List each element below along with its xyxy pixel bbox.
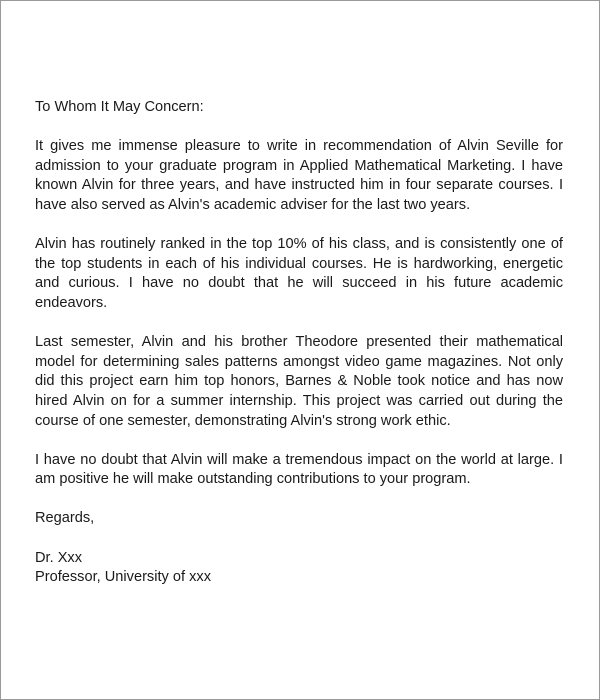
- recommendation-letter: [35, 98, 563, 588]
- paragraph-introduction: It gives me immense pleasure to write in recommendation of Alvin Seville for admission to your graduate program in Applied Mathematical Marketing. I have known Alvin for three years, and have instructed him in four separate courses. I have also served as Alvin's academic adviser for the last two years.: [35, 138, 563, 213]
- paragraph-project: Last semester, Alvin and his brother Theodore presented their mathematical model for determining sales patterns amongst video game magazines. Not only did this project earn him top honors, Barnes & Noble took notice and has now hired Alvin on for a summer internship. This project was carried out during the course of one semester, demonstrating Alvin's strong work ethic.: [35, 334, 563, 429]
- closing: Regards,: [35, 510, 95, 527]
- paragraph-conclusion: I have no doubt that Alvin will make a tremendous impact on the world at large. I am positive he will make outstanding contributions to your program.: [35, 451, 563, 488]
- salutation: To Whom It May Concern:: [35, 99, 204, 115]
- paragraph-academic-standing: Alvin has routinely ranked in the top 10% of his class, and is consistently one of the top students in each of his individual courses. He is hardworking, energetic and curious. I have no doubt that he will succeed in his future academic endeavors.: [35, 236, 563, 311]
- signature-name: Dr. Xxx: [35, 549, 83, 566]
- signature-block: [35, 549, 563, 588]
- signature-title: Professor, University of xxx: [35, 569, 211, 586]
